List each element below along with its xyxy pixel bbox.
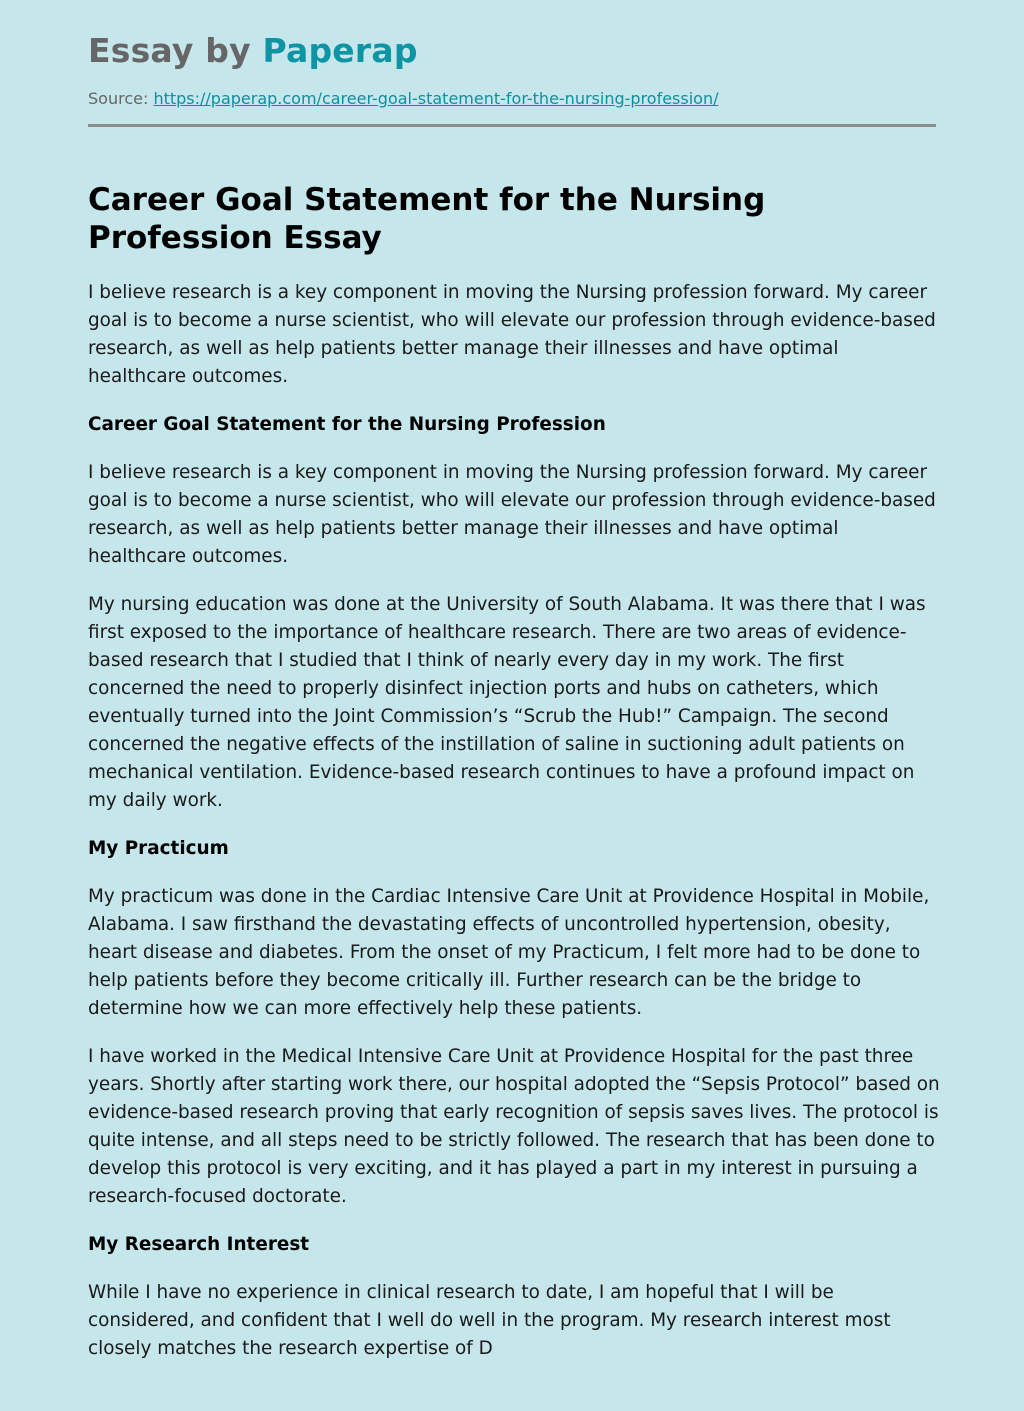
- brand-prefix: Essay by: [88, 31, 263, 70]
- body-paragraph: My practicum was done in the Cardiac Intensive Care Unit at Providence Hospital in Mobile, Alabama. I saw firsthand the devastating effects of uncontrolled hypertension, obesity, heart disease and diabetes. From the onset of my Practicum, I felt more had to be done to help patients before they become critically ill. Further research can be the bridge to determine how we can more effectively help these patients.: [88, 886, 930, 1019]
- section-heading: My Practicum: [88, 838, 229, 859]
- page-title: Career Goal Statement for the Nursing Profession Essay: [88, 182, 766, 256]
- source-line: [88, 88, 718, 110]
- section-heading: My Research Interest: [88, 1234, 310, 1255]
- body-paragraph: While I have no experience in clinical research to date, I am hopeful that I will be considered, and confident that I well do well in the program. My research interest most closely matches the research expertise of D: [88, 1282, 891, 1359]
- intro-paragraph: I believe research is a key component in moving the Nursing profession forward. My career goal is to become a nurse scientist, who will elevate our profession through evidence-based research, as well as help patients better manage their illnesses and have optimal healthcare outcomes.: [88, 282, 936, 387]
- header-divider: [88, 124, 936, 127]
- section-heading: Career Goal Statement for the Nursing Profession: [88, 414, 606, 435]
- site-brand[interactable]: [88, 31, 418, 71]
- body-paragraph: I have worked in the Medical Intensive Care Unit at Providence Hospital for the past three years. Shortly after starting work there, our hospital adopted the “Sepsis Protocol” based on evidence-based research proving that early recognition of sepsis saves lives. The protocol is quite intense, and all steps need to be strictly followed. The research that has been done to develop this protocol is very exciting, and it has played a part in my interest in pursuing a research-focused doctorate.: [88, 1046, 940, 1207]
- article-body: [88, 279, 940, 1383]
- source-label: Source:: [88, 89, 149, 108]
- body-paragraph: I believe research is a key component in moving the Nursing profession forward. My career goal is to become a nurse scientist, who will elevate our profession through evidence-based research, as well as help patients better manage their illnesses and have optimal healthcare outcomes.: [88, 462, 936, 567]
- source-link[interactable]: https://paperap.com/career-goal-statement-for-the-nursing-profession/: [153, 89, 719, 108]
- body-paragraph: My nursing education was done at the University of South Alabama. It was there that I was first exposed to the importance of healthcare research. There are two areas of evidence-based research that I studied that I think of nearly every day in my work. The first concerned the need to properly disinfect injection ports and hubs on catheters, which eventually turned into the Joint Commission’s “Scrub the Hub!” Campaign. The second concerned the negative effects of the instillation of saline in suctioning adult patients on mechanical ventilation. Evidence-based research continues to have a profound impact on my daily work.: [88, 594, 926, 811]
- brand-name: Paperap: [262, 31, 418, 70]
